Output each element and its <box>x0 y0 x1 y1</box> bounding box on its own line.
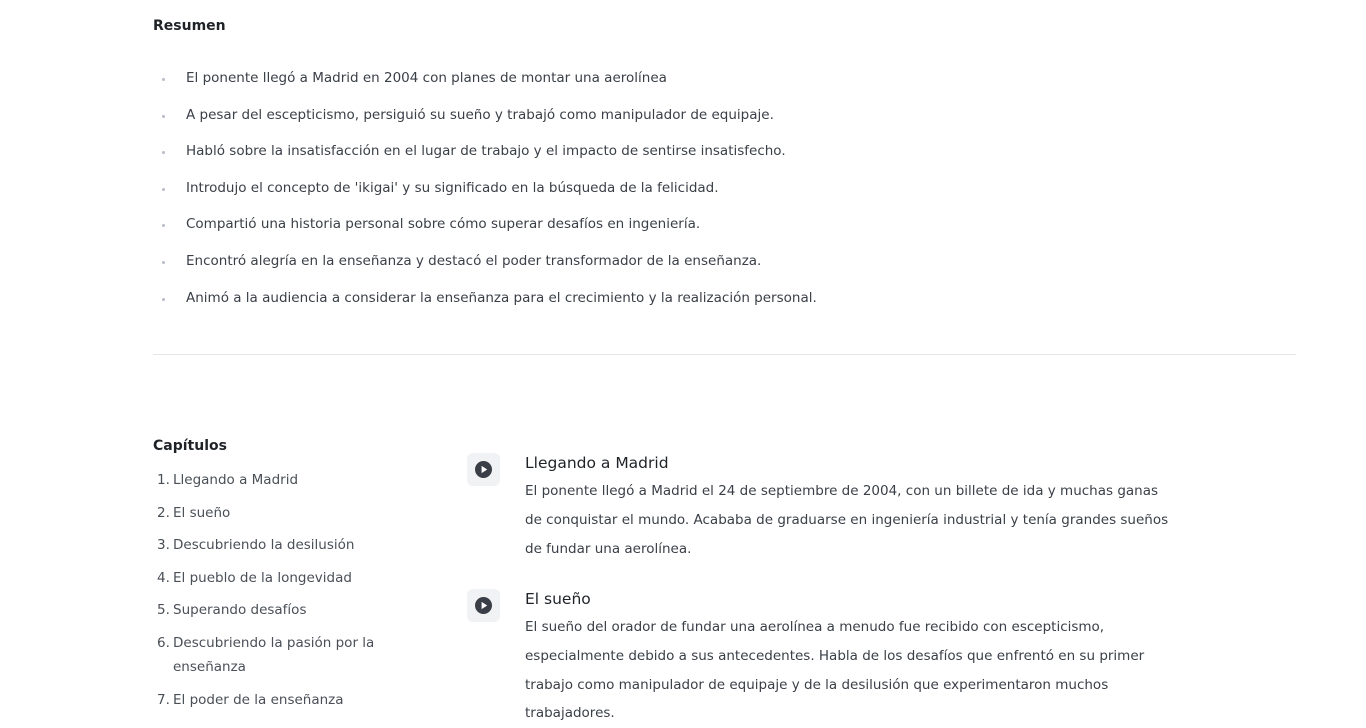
summary-item-text: A pesar del escepticismo, persiguió su sueño y trabajó como manipulador de equipaje. <box>186 106 774 123</box>
summary-item <box>153 176 1153 213</box>
toc-item-descubriendo-la-desilusion[interactable] <box>157 533 417 557</box>
toc-number: 2. <box>157 504 170 521</box>
chapter-play-button[interactable] <box>467 453 500 486</box>
summary-heading: Resumen <box>153 18 226 34</box>
toc-number: 4. <box>157 569 170 586</box>
toc-item-el-sueno[interactable] <box>157 501 417 525</box>
bullet-icon <box>162 115 165 118</box>
summary-item-text: El ponente llegó a Madrid en 2004 con planes de montar una aerolínea <box>186 70 667 86</box>
toc-label: Superando desafíos <box>173 602 307 619</box>
bullet-icon <box>162 188 165 191</box>
section-divider <box>153 354 1296 355</box>
chapter-description: El ponente llegó a Madrid el 24 de septiembre de 2004, con un billete de ida y muchas ganas de conquistar el mundo. Acababa de graduarse en ingeniería industrial y tenía grandes sueños de fundar una aerolínea. <box>525 483 1169 557</box>
toc-item-descubriendo-la-pasion[interactable] <box>157 631 417 679</box>
toc-number: 3. <box>157 537 170 554</box>
summary-list <box>153 66 1153 322</box>
summary-item-text: Habló sobre la insatisfacción en el lugar de trabajo y el impacto de sentirse insatisfecho. <box>186 143 786 160</box>
toc-label: El poder de la enseñanza <box>173 691 344 708</box>
toc-item-el-pueblo-de-la-longevidad[interactable] <box>157 566 417 590</box>
toc-item-superando-desafios[interactable] <box>157 598 417 622</box>
chapter-title: Llegando a Madrid <box>525 454 669 472</box>
play-icon <box>475 597 492 614</box>
summary-item <box>153 139 1153 176</box>
summary-item <box>153 66 1153 103</box>
toc-label: El sueño <box>173 504 231 521</box>
summary-item-text: Animó a la audiencia a considerar la enseñanza para el crecimiento y la realización personal. <box>186 289 817 306</box>
toc-item-llegando-a-madrid[interactable] <box>157 468 417 492</box>
chapter-title: El sueño <box>525 590 591 608</box>
summary-item <box>153 286 1153 323</box>
summary-item <box>153 212 1153 249</box>
summary-item <box>153 103 1153 140</box>
summary-item-text: Encontró alegría en la enseñanza y destacó el poder transformador de la enseñanza. <box>186 252 762 269</box>
toc-number: 7. <box>157 691 170 708</box>
toc-number: 5. <box>157 602 170 619</box>
chapter-play-button[interactable] <box>467 589 500 622</box>
toc-label: El pueblo de la longevidad <box>173 569 352 586</box>
bullet-icon <box>162 151 165 154</box>
bullet-icon <box>162 298 165 301</box>
chapters-toc <box>157 468 417 720</box>
play-icon <box>475 461 492 478</box>
chapter-description: El sueño del orador de fundar una aerolínea a menudo fue recibido con escepticismo, especialmente debido a sus antecedentes. Habla de los desafíos que enfrentó en su primer trabajo como manipulador de equipaje y de la desilusión que experimentaron muchos trabajadores. <box>525 619 1145 722</box>
bullet-icon <box>162 224 165 227</box>
toc-label: Descubriendo la desilusión <box>173 537 355 554</box>
toc-number: 6. <box>157 634 170 651</box>
summary-item-text: Compartió una historia personal sobre cómo superar desafíos en ingeniería. <box>186 216 701 233</box>
toc-item-el-poder-de-la-ensenanza[interactable] <box>157 688 417 712</box>
toc-number: 1. <box>157 472 170 488</box>
summary-item <box>153 249 1153 286</box>
bullet-icon <box>162 261 165 264</box>
chapters-heading: Capítulos <box>153 438 227 454</box>
toc-label: Descubriendo la pasión por la enseñanza <box>173 634 375 675</box>
summary-item-text: Introdujo el concepto de 'ikigai' y su significado en la búsqueda de la felicidad. <box>186 179 719 196</box>
toc-label: Llegando a Madrid <box>173 472 299 488</box>
bullet-icon <box>162 78 165 81</box>
